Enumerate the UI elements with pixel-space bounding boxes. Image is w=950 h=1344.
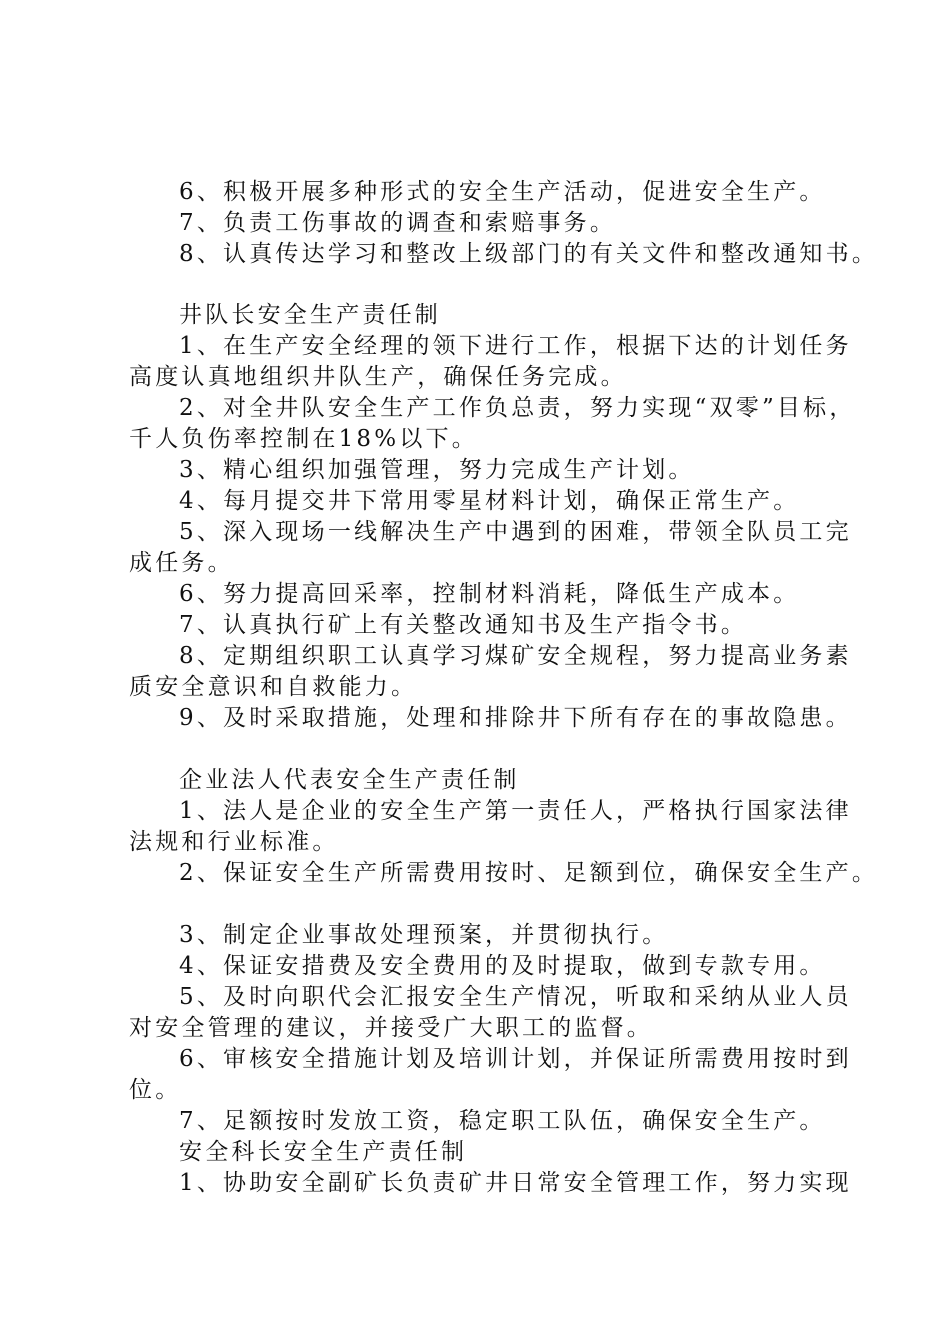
section-heading: 安全科长安全生产责任制: [179, 1139, 468, 1165]
paragraph-line: 对安全管理的建议，并接受广大职工的监督。: [129, 1015, 653, 1041]
paragraph-line: 3、精心组织加强管理，努力完成生产计划。: [179, 457, 695, 483]
paragraph-line: 7、足额按时发放工资，稳定职工队伍，确保安全生产。: [179, 1108, 826, 1134]
paragraph-line: 7、认真执行矿上有关整改通知书及生产指令书。: [179, 612, 748, 638]
paragraph-line: 8、定期组织职工认真学习煤矿安全规程，努力提高业务素: [179, 643, 852, 669]
section-heading: 企业法人代表安全生产责任制: [179, 767, 520, 793]
paragraph-line: 2、对全井队安全生产工作负总责，努力实现“双零”目标，: [179, 395, 856, 421]
paragraph-line: 位。: [129, 1077, 182, 1103]
paragraph-line: 4、保证安措费及安全费用的及时提取，做到专款专用。: [179, 953, 826, 979]
paragraph-line: 2、保证安全生产所需费用按时、足额到位，确保安全生产。: [179, 860, 879, 886]
paragraph-line: 成任务。: [129, 550, 234, 576]
paragraph-line: 4、每月提交井下常用零星材料计划，确保正常生产。: [179, 488, 800, 514]
paragraph-line: 5、深入现场一线解决生产中遇到的困难，带领全队员工完: [179, 519, 852, 545]
paragraph-line: 6、努力提高回采率，控制材料消耗，降低生产成本。: [179, 581, 800, 607]
paragraph-line: 千人负伤率控制在18%以下。: [129, 426, 478, 452]
paragraph-line: 7、负责工伤事故的调查和索赔事务。: [179, 210, 617, 236]
paragraph-line: 3、制定企业事故处理预案，并贯彻执行。: [179, 922, 669, 948]
paragraph-line: 5、及时向职代会汇报安全生产情况，听取和采纳从业人员: [179, 984, 852, 1010]
paragraph-line: 高度认真地组织井队生产，确保任务完成。: [129, 364, 627, 390]
paragraph-line: 法规和行业标准。: [129, 829, 339, 855]
paragraph-line: 6、审核安全措施计划及培训计划，并保证所需费用按时到: [179, 1046, 852, 1072]
paragraph-line: 6、积极开展多种形式的安全生产活动，促进安全生产。: [179, 179, 826, 205]
section-heading: 井队长安全生产责任制: [179, 302, 441, 328]
paragraph-line: 9、及时采取措施，处理和排除井下所有存在的事故隐患。: [179, 705, 852, 731]
paragraph-line: 1、在生产安全经理的领下进行工作，根据下达的计划任务: [179, 333, 852, 359]
paragraph-line: 8、认真传达学习和整改上级部门的有关文件和整改通知书。: [179, 241, 879, 267]
paragraph-line: 1、协助安全副矿长负责矿井日常安全管理工作，努力实现: [179, 1170, 852, 1196]
paragraph-line: 1、法人是企业的安全生产第一责任人，严格执行国家法律: [179, 798, 852, 824]
paragraph-line: 质安全意识和自救能力。: [129, 674, 418, 700]
